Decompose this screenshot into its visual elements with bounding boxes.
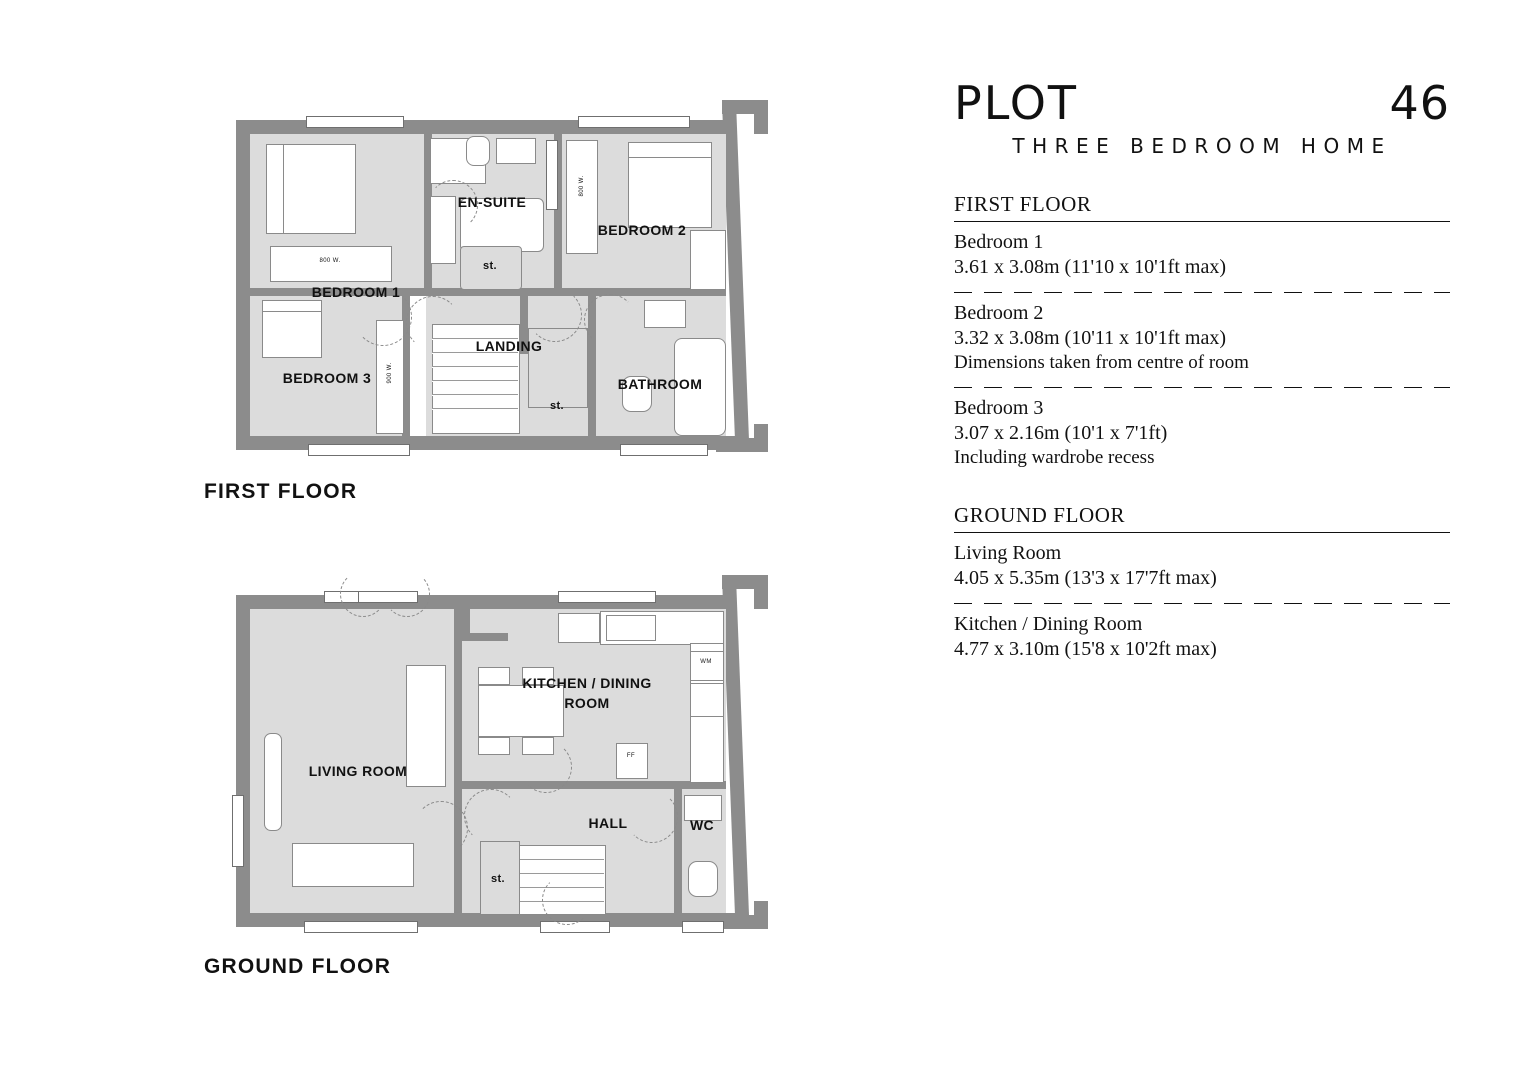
wardrobe-bedroom1-label: 800 W. xyxy=(319,258,341,264)
item-name: Bedroom 2 xyxy=(954,302,1044,324)
window-bedroom1-top xyxy=(306,116,404,128)
g-door-swing-living xyxy=(414,801,468,855)
g-wall-right-corner-bottom xyxy=(754,901,768,929)
wardrobe-bedroom3-label: 900 W. xyxy=(387,362,393,384)
g-oven-kitchen xyxy=(690,683,724,717)
wardrobe-bedroom2-label: 800 W. xyxy=(579,175,585,197)
item-name: Kitchen / Dining Room xyxy=(954,613,1143,635)
schedule-item xyxy=(954,231,1450,279)
g-wall-int-vertical-living xyxy=(454,609,462,913)
g-fridge-kitchen xyxy=(616,743,648,779)
window-bedroom3-bottom xyxy=(308,444,410,456)
g-sofa-living-bottom xyxy=(292,843,414,887)
item-name: Living Room xyxy=(954,542,1062,564)
stair-tread-6 xyxy=(432,408,518,410)
g-window-living-left xyxy=(232,795,244,867)
first-floor-caption: FIRST FLOOR xyxy=(204,480,358,503)
wardrobe-bedroom1 xyxy=(270,246,392,282)
item-dimensions: 4.77 x 3.10m (15'8 x 10'2ft max) xyxy=(954,638,1217,660)
g-door-swing-french xyxy=(340,571,386,617)
g-room-label-wc: WC xyxy=(689,817,715,833)
section-heading-first-floor: FIRST FLOOR xyxy=(954,192,1450,222)
first-floor-plan xyxy=(228,88,798,488)
g-wall-outer-left xyxy=(236,595,250,927)
panel-subtitle: THREE BEDROOM HOME xyxy=(1012,134,1392,158)
g-room-label-store: st. xyxy=(490,873,506,885)
wall-right-corner-top xyxy=(754,100,768,134)
schedule-item xyxy=(954,613,1450,661)
room-label-bathroom: BATHROOM xyxy=(617,376,703,392)
window-bathroom-bottom xyxy=(620,444,708,456)
g-wall-outer-top xyxy=(236,595,736,609)
room-label-landing: LANDING xyxy=(475,338,543,354)
schedule-item xyxy=(954,302,1450,374)
side-table-bedroom2 xyxy=(690,230,726,290)
g-wall-int-horizontal-kitchen xyxy=(456,781,726,789)
plot-label: PLOT xyxy=(954,76,1079,130)
section-heading-ground-floor: GROUND FLOOR xyxy=(954,503,1450,533)
info-panel xyxy=(954,76,1450,661)
g-door-swing-hall xyxy=(464,789,518,843)
g-door-swing-front xyxy=(542,875,592,925)
item-dimensions: 4.05 x 5.35m (13'3 x 17'7ft max) xyxy=(954,567,1217,589)
ground-floor-caption: GROUND FLOOR xyxy=(204,955,392,978)
basin-bathroom xyxy=(644,300,686,328)
g-room-label-living: LIVING ROOM xyxy=(308,763,408,779)
pillow-bedroom3 xyxy=(262,300,322,312)
item-dimensions: 3.07 x 2.16m (10'1 x 7'1ft) xyxy=(954,422,1168,444)
item-note: Including wardrobe recess xyxy=(954,447,1155,468)
basin-ensuite xyxy=(496,138,536,164)
wall-outer-left xyxy=(236,120,250,450)
item-name: Bedroom 3 xyxy=(954,397,1044,419)
item-name: Bedroom 1 xyxy=(954,231,1044,253)
g-room-label-hall: HALL xyxy=(588,815,628,831)
g-window-living-bottom xyxy=(304,921,418,933)
room-label-bedroom3: BEDROOM 3 xyxy=(282,370,372,386)
pillow-bedroom2 xyxy=(628,142,712,158)
g-window-kitchen-top xyxy=(558,591,656,603)
item-dimensions: 3.61 x 3.08m (11'10 x 10'1ft max) xyxy=(954,256,1226,278)
item-note: Dimensions taken from centre of room xyxy=(954,352,1249,373)
pillow-bedroom1 xyxy=(266,144,284,234)
plot-title-row xyxy=(954,76,1450,130)
g-washer-kitchen xyxy=(690,651,724,681)
g-wall-right-corner-top xyxy=(754,575,768,609)
stair-tread-4 xyxy=(432,380,518,382)
ground-floor-plan xyxy=(228,565,818,945)
schedule-item xyxy=(954,542,1450,590)
wall-right-corner-bottom xyxy=(754,424,768,452)
plot-number: 46 xyxy=(1389,76,1450,130)
g-wall-kitchen-notch-2 xyxy=(462,633,508,641)
room-label-bedroom1: BEDROOM 1 xyxy=(311,284,401,300)
room-label-bedroom2: BEDROOM 2 xyxy=(597,222,687,238)
g-door-swing-french-2 xyxy=(384,571,430,617)
g-hob-kitchen xyxy=(558,613,600,643)
g-window-wc-bottom xyxy=(682,921,724,933)
room-label-ensuite: EN-SUITE xyxy=(457,194,527,210)
room-label-store-2: st. xyxy=(549,400,565,412)
stair-tread-5 xyxy=(432,394,518,396)
item-dimensions: 3.32 x 3.08m (10'11 x 10'1ft max) xyxy=(954,327,1226,349)
divider xyxy=(954,292,1450,293)
room-label-store-1: st. xyxy=(482,260,498,272)
stair-tread-3 xyxy=(432,366,518,368)
divider xyxy=(954,387,1450,388)
g-washer-label: WM xyxy=(700,659,712,665)
g-chair-3 xyxy=(478,737,510,755)
g-sink-kitchen xyxy=(606,615,656,641)
g-wall-outer-right xyxy=(722,576,749,926)
schedule-item xyxy=(954,397,1450,469)
g-door-swing-kitchen xyxy=(520,741,572,793)
g-fireplace-living xyxy=(264,733,282,831)
wc-ensuite xyxy=(466,136,490,166)
wall-outer-right xyxy=(722,101,749,449)
g-fridge-label: FF xyxy=(626,753,636,759)
divider xyxy=(954,603,1450,604)
g-stair-tread-1 xyxy=(518,859,604,861)
g-wc-pan xyxy=(688,861,718,897)
g-room-label-kitchen: KITCHEN / DINING ROOM xyxy=(522,675,652,711)
window-bedroom2-top xyxy=(578,116,690,128)
door-swing-bedroom2 xyxy=(528,288,582,342)
